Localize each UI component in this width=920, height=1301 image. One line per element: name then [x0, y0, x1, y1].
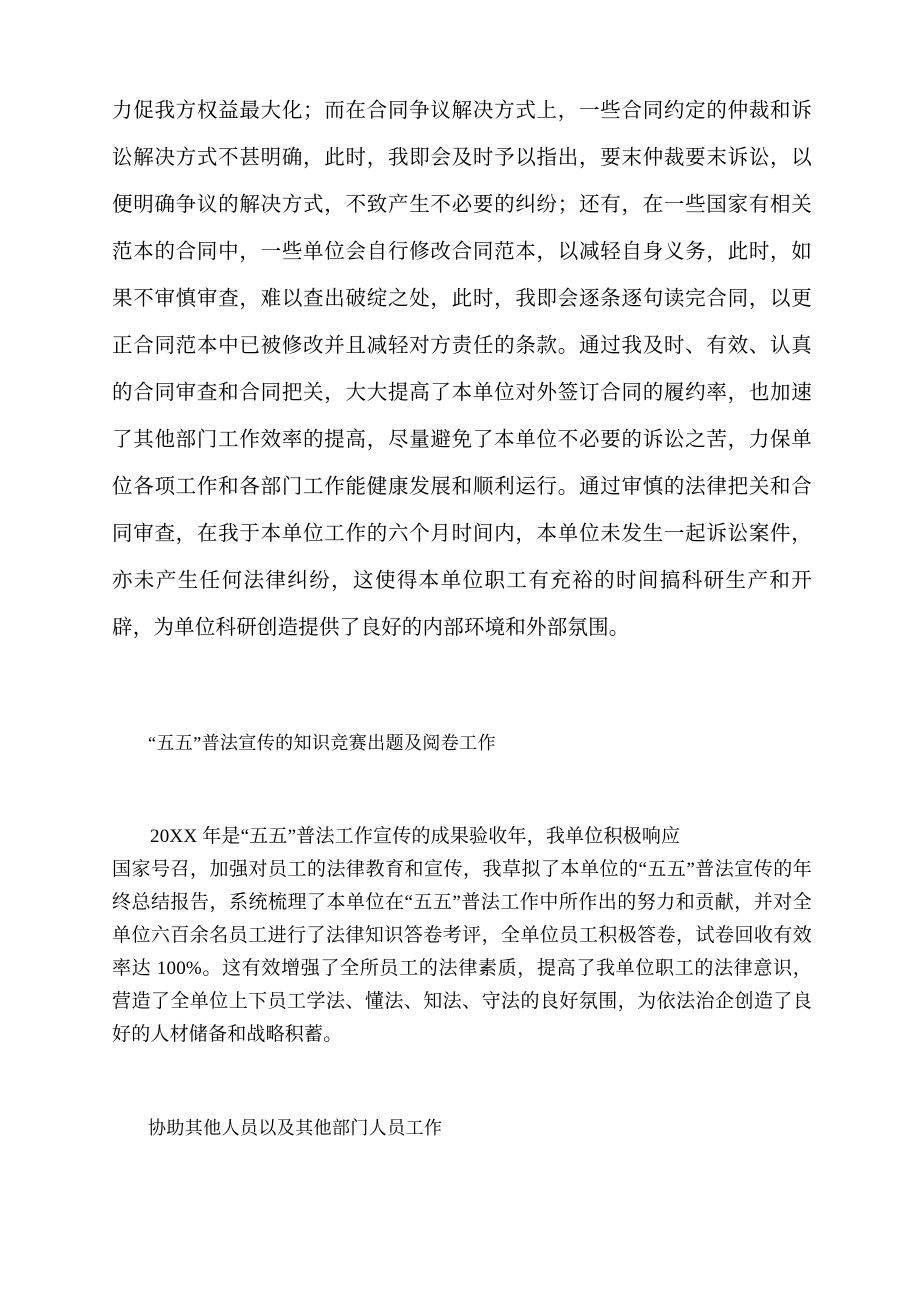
paragraph-gap-1: [112, 652, 812, 726]
paragraph-gap-3: [112, 1051, 812, 1111]
section-heading-1: “五五”普法宣传的知识竞赛出题及阅卷工作: [148, 733, 496, 753]
paragraph-gap-2: [112, 760, 812, 820]
section-1-lead: 20XX 年是“五五”普法工作宣传的成果验收年，我单位积极响应: [150, 826, 681, 847]
section-1-block: [112, 820, 812, 1051]
section-1-body: 国家号召，加强对员工的法律教育和宣传，我草拟了本单位的“五五”普法宣传的年终总结报告，系统梳理了本单位在“五五”普法工作中所作出的努力和贡献，并对全单位六百余名员工进行了法律知识答卷考评，全单位员工积极答卷，试卷回收有效率达 100%。这有效增强了全所员工的法律素质，提高了我单位职工的法律意识，营造了全单位上下员工学法、懂法、知法、守法的良好氛围，为依法治企创造了良好的人材储备和战略积蓄。: [112, 859, 812, 1045]
body-paragraph-1: 力促我方权益最大化；而在合同争议解决方式上，一些合同约定的仲裁和诉讼解决方式不甚明确，此时，我即会及时予以指出，要末仲裁要末诉讼，以便明确争议的解决方式，不致产生不必要的纠纷；还有，在一些国家有相关范本的合同中，一些单位会自行修改合同范本，以减轻自身义务，此时，如果不审慎审查，难以查出破绽之处，此时，我即会逐条逐句读完合同，以更正合同范本中已被修改并且减轻对方责任的条款。通过我及时、有效、认真的合同审查和合同把关，大大提高了本单位对外签订合同的履约率，也加速了其他部门工作效率的提高，尽量避免了本单位不必要的诉讼之苦，力保单位各项工作和各部门工作能健康发展和顺利运行。通过审慎的法律把关和合同审查，在我于本单位工作的六个月时间内，本单位未发生一起诉讼案件，亦未产生任何法律纠纷，这使得本单位职工有充裕的时间搞科研生产和开辟，为单位科研创造提供了良好的内部环境和外部氛围。: [112, 100, 812, 639]
section-heading-2: 协助其他人员以及其他部门人员工作: [148, 1118, 443, 1138]
